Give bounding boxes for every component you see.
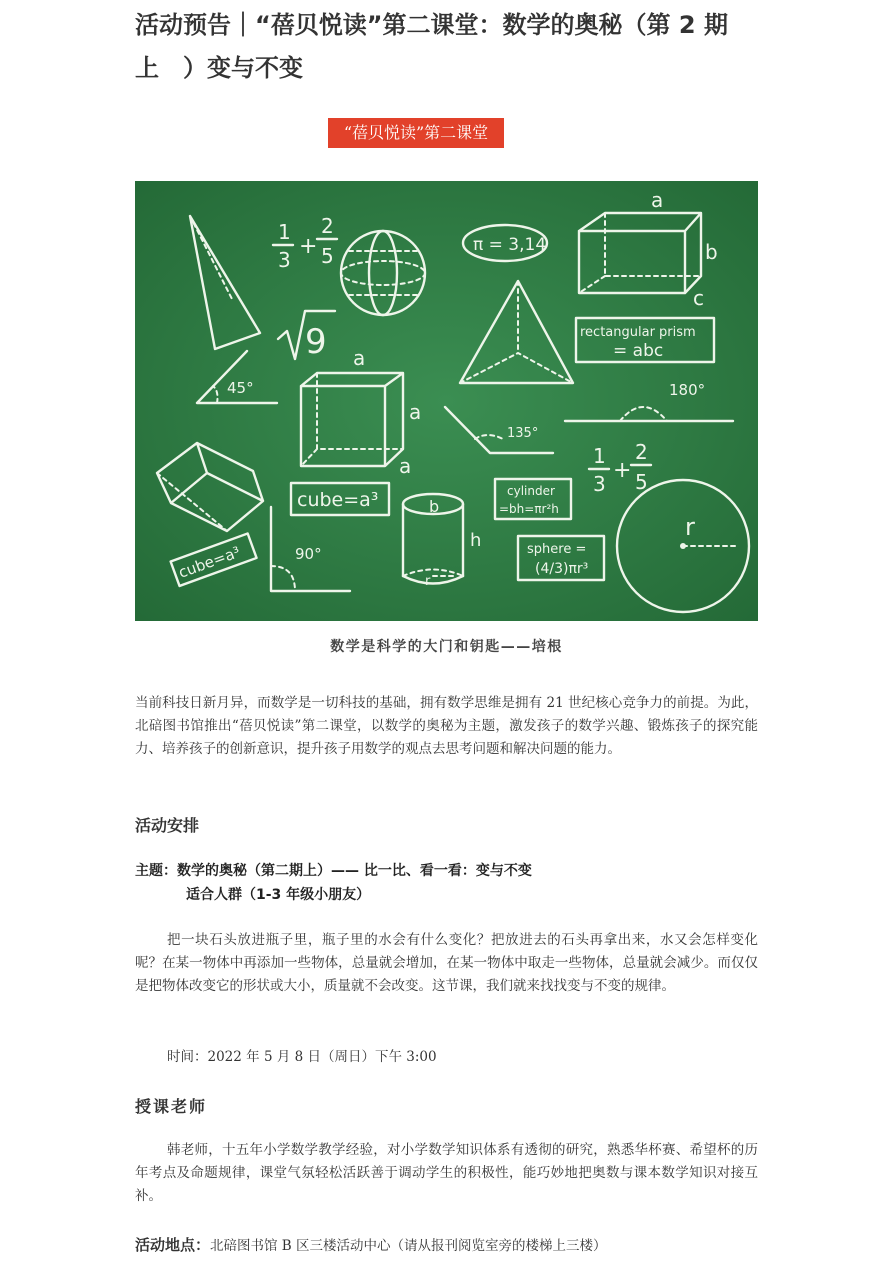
teacher-bio: 韩老师，十五年小学数学教学经验，对小学数学知识体系有透彻的研究，熟悉华杯赛、希望杯的历年考点及命题规律，课堂气氛轻松活跃善于调动学生的积极性，能巧妙地把奥数与课本数学知识对接互补。 — [135, 1142, 758, 1204]
svg-text:9: 9 — [305, 322, 327, 362]
svg-text:180°: 180° — [669, 381, 706, 399]
svg-text:5: 5 — [321, 244, 334, 268]
svg-text:a: a — [409, 400, 422, 424]
svg-text:rectangular prism: rectangular prism — [580, 325, 696, 340]
svg-text:π = 3,14: π = 3,14 — [473, 235, 547, 255]
teacher-heading: 授课老师 — [135, 1097, 208, 1116]
svg-text:5: 5 — [635, 470, 648, 494]
svg-text:3: 3 — [278, 248, 291, 272]
svg-text:c: c — [693, 286, 704, 310]
svg-text:= abc: = abc — [613, 341, 664, 361]
audience-line: 适合人群（1-3 年级小朋友） — [186, 887, 371, 903]
svg-text:135°: 135° — [507, 426, 539, 441]
svg-text:3: 3 — [593, 472, 606, 496]
topic-line: 主题：数学的奥秘（第二期上）—— 比一比、看一看：变与不变 — [135, 863, 532, 879]
svg-text:a: a — [353, 346, 366, 370]
math-blackboard-image — [135, 181, 758, 621]
svg-text:(4/3)πr³: (4/3)πr³ — [535, 561, 589, 577]
svg-text:2: 2 — [635, 440, 648, 464]
svg-text:+: + — [613, 458, 632, 483]
svg-text:cube=a³: cube=a³ — [176, 542, 243, 582]
article-title: 活动预告｜“蓓贝悦读”第二课堂：数学的奥秘（第 2 期上 ）变与不变 — [135, 11, 728, 82]
schedule-heading: 活动安排 — [135, 816, 200, 835]
svg-text:=bh=πr²h: =bh=πr²h — [499, 502, 559, 516]
svg-text:90°: 90° — [295, 545, 322, 563]
svg-text:1: 1 — [278, 220, 291, 244]
location-value: 北碚图书馆 B 区三楼活动中心（请从报刊阅览室旁的楼梯上三楼） — [210, 1238, 607, 1254]
svg-text:a: a — [399, 454, 412, 478]
svg-text:r: r — [425, 574, 431, 589]
svg-text:45°: 45° — [227, 379, 254, 397]
svg-text:2: 2 — [321, 214, 334, 238]
activity-description: 把一块石头放进瓶子里，瓶子里的水会有什么变化？把放进去的石头再拿出来，水又会怎样变化呢？在某一物体中再添加一些物体，总量就会增加，在某一物体中取走一些物体，总量就会减少。而仅仅是把物体改变它的形状或大小，质量就不会改变。这节课，我们就来找找变与不变的规律。 — [135, 932, 758, 994]
location-label: 活动地点： — [135, 1236, 211, 1254]
svg-text:cube=a³: cube=a³ — [297, 489, 379, 511]
svg-text:1: 1 — [593, 444, 606, 468]
svg-text:+: + — [299, 234, 318, 259]
event-time: 时间：2022 年 5 月 8 日（周日）下午 3:00 — [167, 1049, 437, 1065]
svg-text:r: r — [685, 513, 695, 541]
location-line — [135, 1234, 758, 1258]
image-caption: 数学是科学的大门和钥匙——培根 — [330, 639, 563, 655]
svg-text:cylinder: cylinder — [507, 484, 555, 498]
section-badge: “蓓贝悦读”第二课堂 — [328, 118, 504, 148]
svg-text:h: h — [470, 530, 482, 551]
svg-text:a: a — [651, 188, 664, 212]
svg-text:b: b — [429, 497, 440, 516]
svg-text:b: b — [705, 240, 718, 264]
intro-paragraph: 当前科技日新月异，而数学是一切科技的基础，拥有数学思维是拥有 21 世纪核心竞争力的前提。为此，北碚图书馆推出“蓓贝悦读”第二课堂，以数学的奥秘为主题，激发孩子的数学兴趣、锻炼孩子的探究能力、培养孩子的创新意识，提升孩子用数学的观点去思考问题和解决问题的能力。 — [135, 695, 758, 757]
svg-text:sphere =: sphere = — [527, 542, 587, 557]
